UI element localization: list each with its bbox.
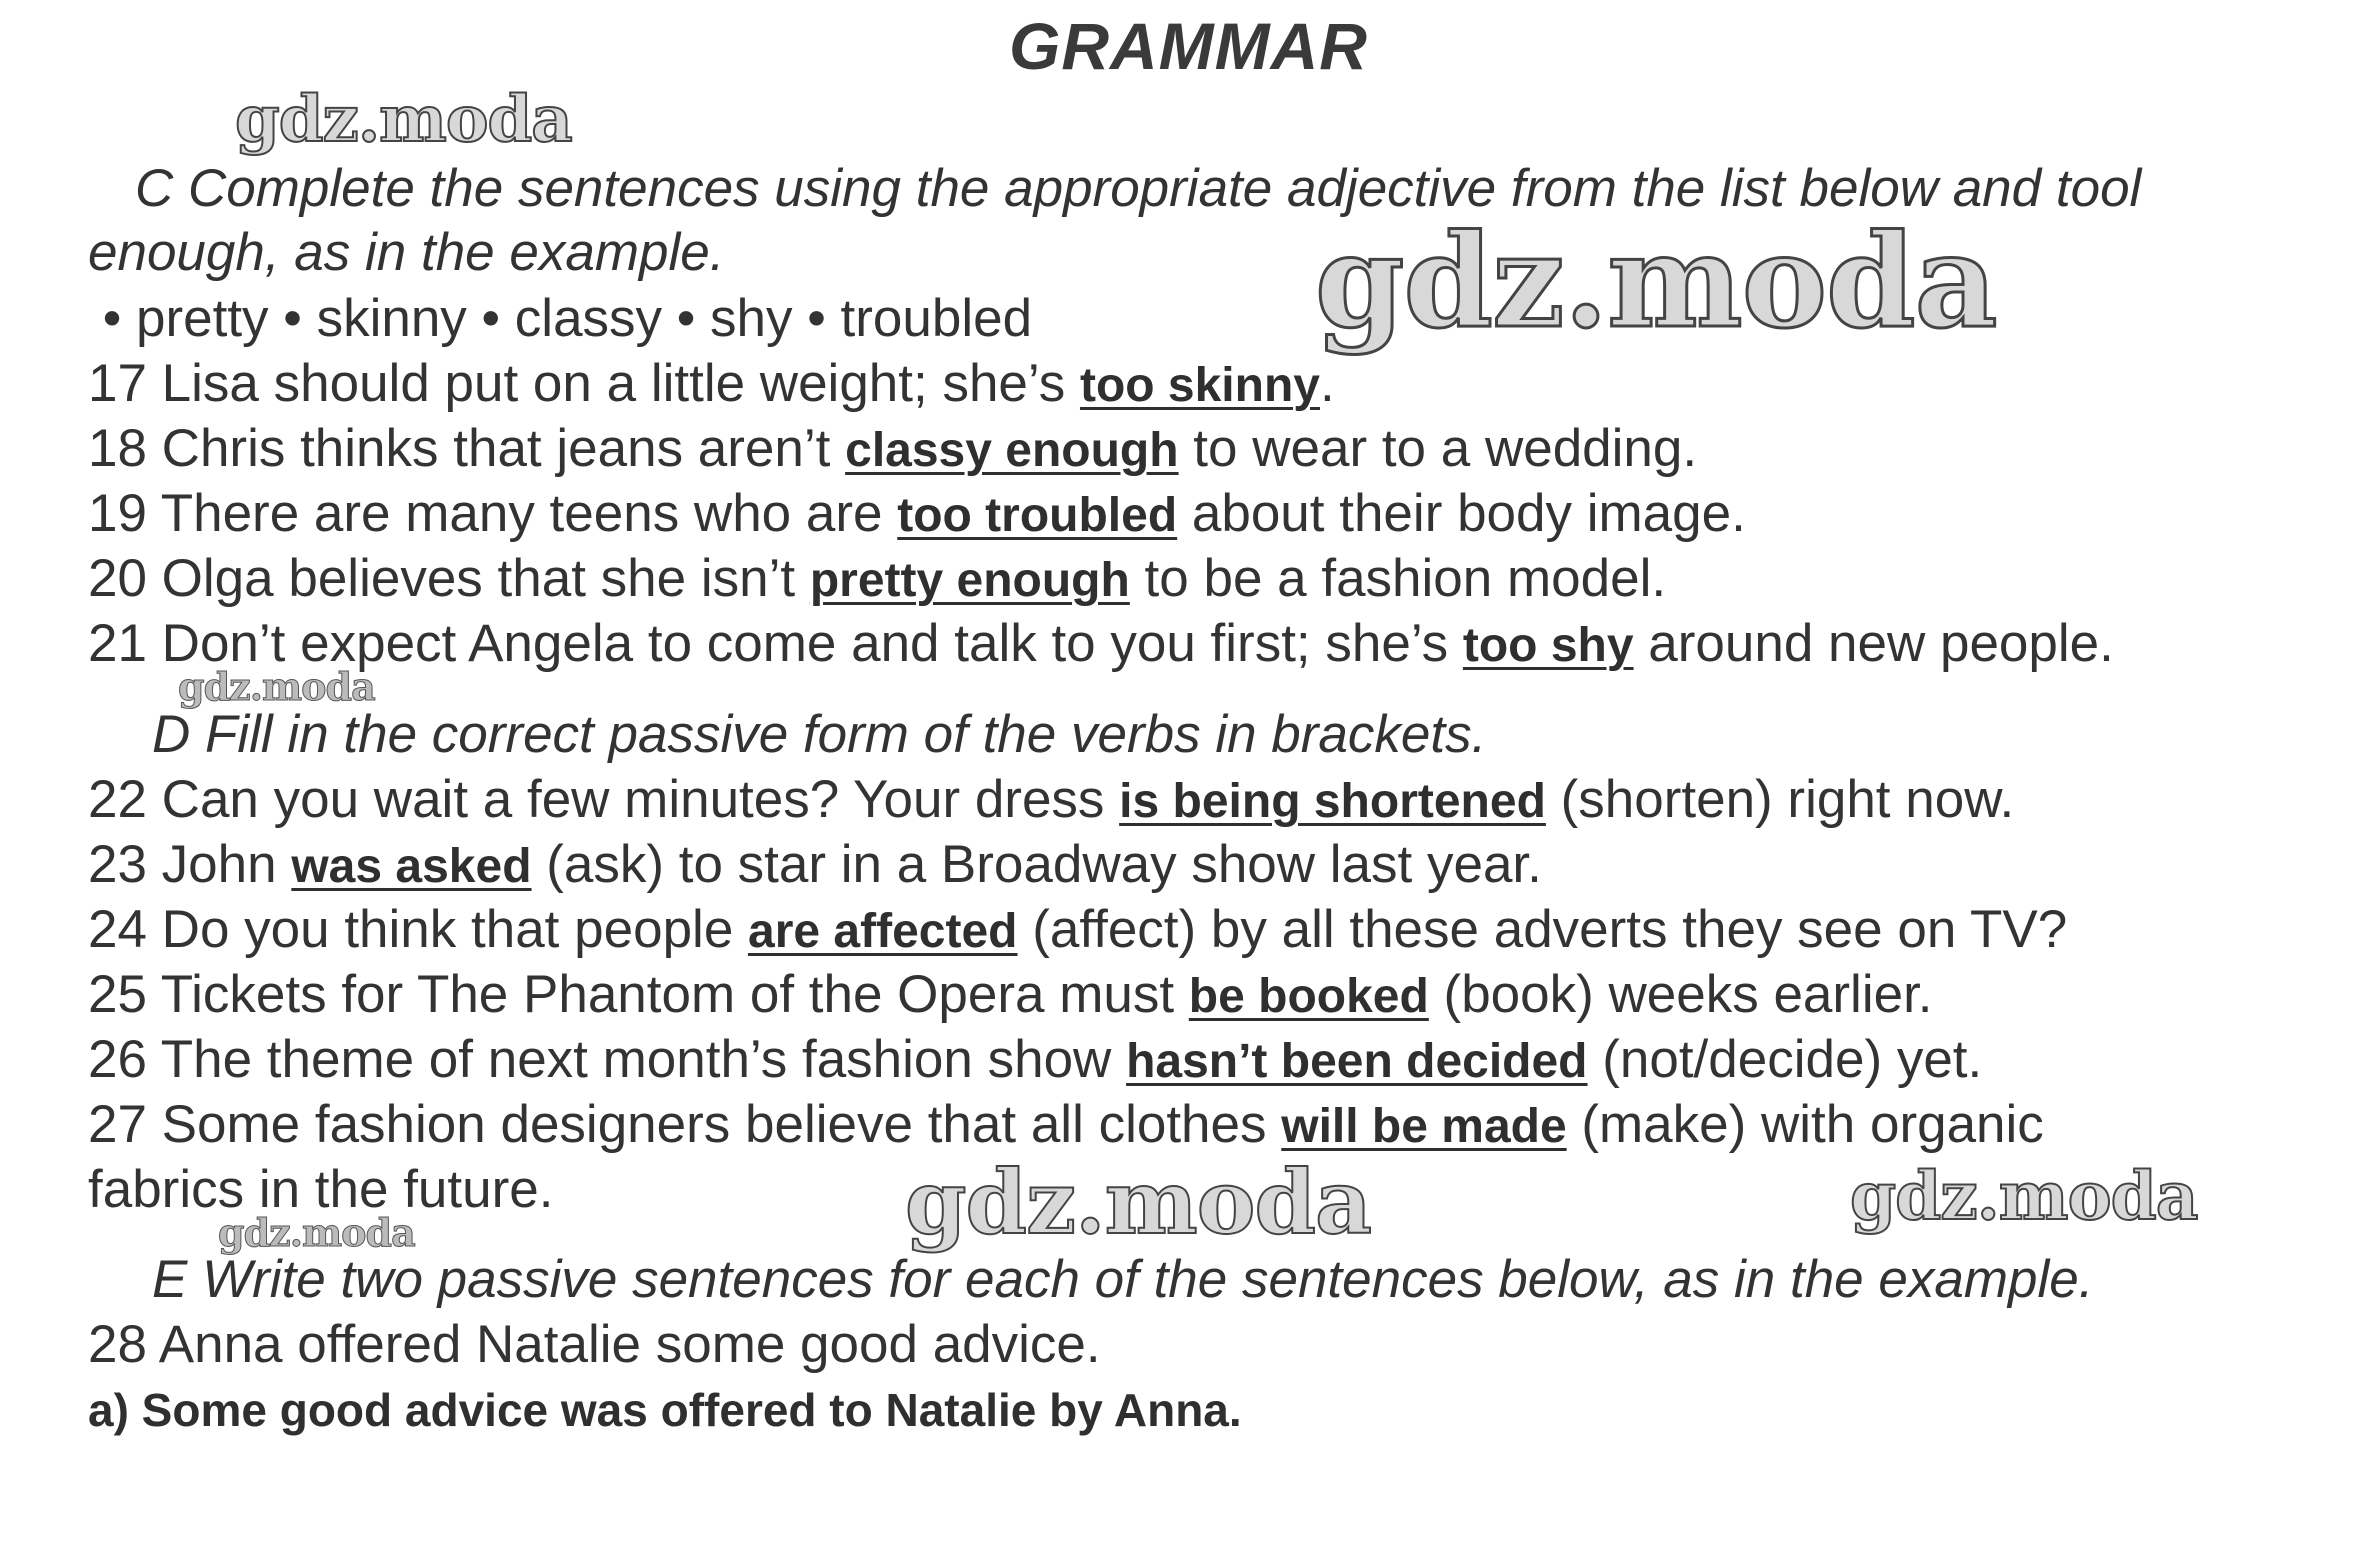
item-text: (affect) by all these adverts they see on TV?: [1017, 900, 2068, 959]
answer: hasn’t been decided: [1126, 1035, 1588, 1088]
item-text: 20 Olga believes that she isn’t: [88, 549, 810, 608]
exercise-item-17: [88, 354, 1335, 413]
watermark-large-center: gdz.moda: [1315, 207, 1997, 357]
item-text: (make) with organic: [1566, 1095, 2044, 1154]
exercise-item-18: [88, 419, 1698, 478]
item-text: 26 The theme of next month’s fashion show: [88, 1030, 1127, 1089]
answer: will be made: [1281, 1100, 1567, 1153]
answer: too skinny: [1079, 359, 1320, 412]
item-text: 22 Can you wait a few minutes? Your dress: [88, 770, 1120, 829]
item-text: (shorten) right now.: [1545, 770, 2015, 829]
item-text: .: [1319, 354, 1335, 413]
answer: too shy: [1462, 619, 1634, 672]
exercise-item-27-cont: fabrics in the future.: [88, 1160, 554, 1219]
section-c-instruction: C Complete the sentences using the appropriate adjective from the list below and tool: [135, 159, 2142, 218]
item-text: to wear to a wedding.: [1178, 419, 1698, 478]
exercise-item-23: [88, 835, 1542, 894]
item-text: 21 Don’t expect Angela to come and talk to you first; she’s: [88, 614, 1463, 673]
section-d-instruction: D Fill in the correct passive form of the verbs in brackets.: [152, 705, 1487, 764]
answer: pretty enough: [809, 554, 1130, 607]
exercise-item-21: [88, 614, 2114, 673]
exercise-item-27: [88, 1095, 2044, 1154]
answer: was asked: [291, 840, 532, 893]
item-text: 23 John: [88, 835, 292, 894]
item-text: around new people.: [1633, 614, 2114, 673]
word-list: • pretty • skinny • classy • shy • troubled: [88, 289, 1033, 348]
item-text: (ask) to star in a Broadway show last year.: [531, 835, 1542, 894]
item-text: about their body image.: [1177, 484, 1746, 543]
page-title: GRAMMAR: [1009, 9, 1368, 83]
answer: be booked: [1188, 970, 1429, 1023]
item-text: 27 Some fashion designers believe that all clothes: [88, 1095, 1282, 1154]
exercise-item-20: [88, 549, 1667, 608]
exercise-item-24: [88, 900, 2068, 959]
watermark-small-2: gdz.moda: [218, 1210, 415, 1255]
exercise-item-25: [88, 965, 1933, 1024]
answer: are affected: [748, 905, 1018, 958]
answer-28a: a) Some good advice was offered to Natalie by Anna.: [88, 1384, 1242, 1436]
exercise-item-19: [88, 484, 1746, 543]
item-text: 17 Lisa should put on a little weight; she’s: [88, 354, 1080, 413]
exercise-item-28: 28 Anna offered Natalie some good advice.: [88, 1315, 1101, 1374]
item-text: 25 Tickets for The Phantom of the Opera must: [88, 965, 1189, 1024]
item-text: 24 Do you think that people: [88, 900, 749, 959]
exercise-item-26: [88, 1030, 1983, 1089]
item-text: (not/decide) yet.: [1587, 1030, 1983, 1089]
section-c-instruction-cont: enough, as in the example.: [88, 223, 725, 282]
item-text: to be a fashion model.: [1129, 549, 1667, 608]
section-e-instruction: E Write two passive sentences for each of the sentences below, as in the example.: [152, 1250, 2094, 1309]
answer: classy enough: [845, 424, 1179, 477]
answer: too troubled: [897, 489, 1178, 542]
item-text: 19 There are many teens who are: [88, 484, 898, 543]
item-text: (book) weeks earlier.: [1428, 965, 1933, 1024]
answer: is being shortened: [1119, 775, 1546, 828]
item-text: 18 Chris thinks that jeans aren’t: [88, 419, 846, 478]
watermark-top-left: gdz.moda: [235, 82, 572, 157]
exercise-item-22: [88, 770, 2015, 829]
watermark-bottom-right: gdz.moda: [1850, 1157, 2198, 1235]
watermark-small-1: gdz.moda: [178, 664, 375, 709]
watermark-bottom-center: gdz.moda: [905, 1150, 1372, 1254]
